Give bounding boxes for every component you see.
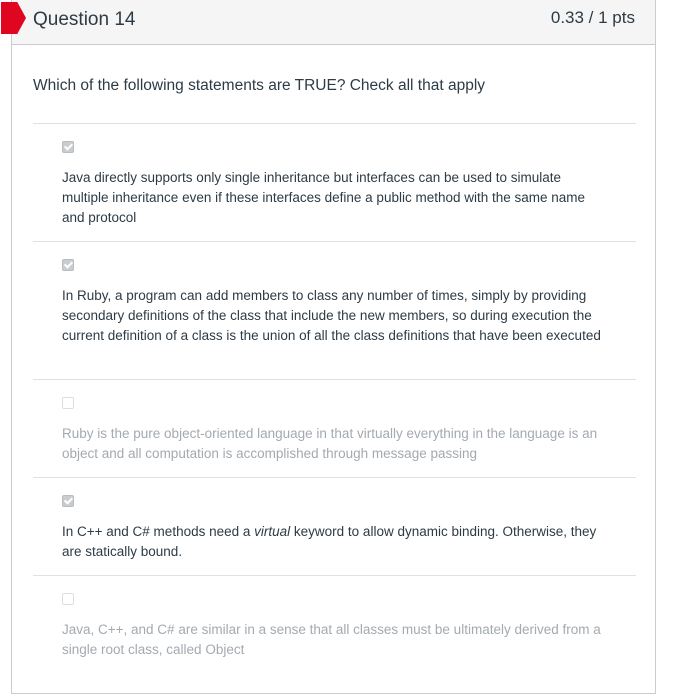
answer-text: In Ruby, a program can add members to class any number of times, simply by providing secondary definitions of the class that include the new members, so during execution the current definition of a class is the union of all the class definitions that have been executed <box>62 288 601 343</box>
answer-text: Java directly supports only single inheritance but interfaces can be used to simulate multiple inheritance even if these interfaces define a public method with the same name and protocol <box>62 170 586 225</box>
checkbox-checked[interactable] <box>62 259 74 271</box>
checkbox-checked[interactable] <box>62 141 74 153</box>
question-header <box>12 0 655 45</box>
answer-option <box>33 241 636 379</box>
answer-text-part: keyword to allow dynamic binding. Otherwise, they are statically bound. <box>62 524 597 559</box>
answer-option <box>33 379 636 477</box>
answer-text: Ruby is the pure object-oriented language in that virtually everything in the language is an object and all computation is accomplished through message passing <box>62 426 598 461</box>
answer-text-emphasis: virtual <box>254 524 291 539</box>
answer-text <box>62 522 610 562</box>
answer-list <box>33 123 636 679</box>
question-points: 0.33 / 1 pts <box>550 8 635 27</box>
checkbox-unchecked[interactable] <box>62 397 74 409</box>
question-card <box>11 0 656 694</box>
checkbox-unchecked[interactable] <box>62 593 74 605</box>
question-prompt: Which of the following statements are TRUE? Check all that apply <box>33 77 486 94</box>
answer-text-part: In C++ and C# methods need a <box>62 524 255 539</box>
answer-option <box>33 477 636 575</box>
checkbox-checked[interactable] <box>62 495 74 507</box>
answer-option <box>33 575 636 679</box>
question-title: Question 14 <box>33 9 136 30</box>
answer-text: Java, C++, and C# are similar in a sense that all classes must be ultimately derived from a single root class, called Object <box>62 622 601 657</box>
answer-option <box>33 123 636 241</box>
